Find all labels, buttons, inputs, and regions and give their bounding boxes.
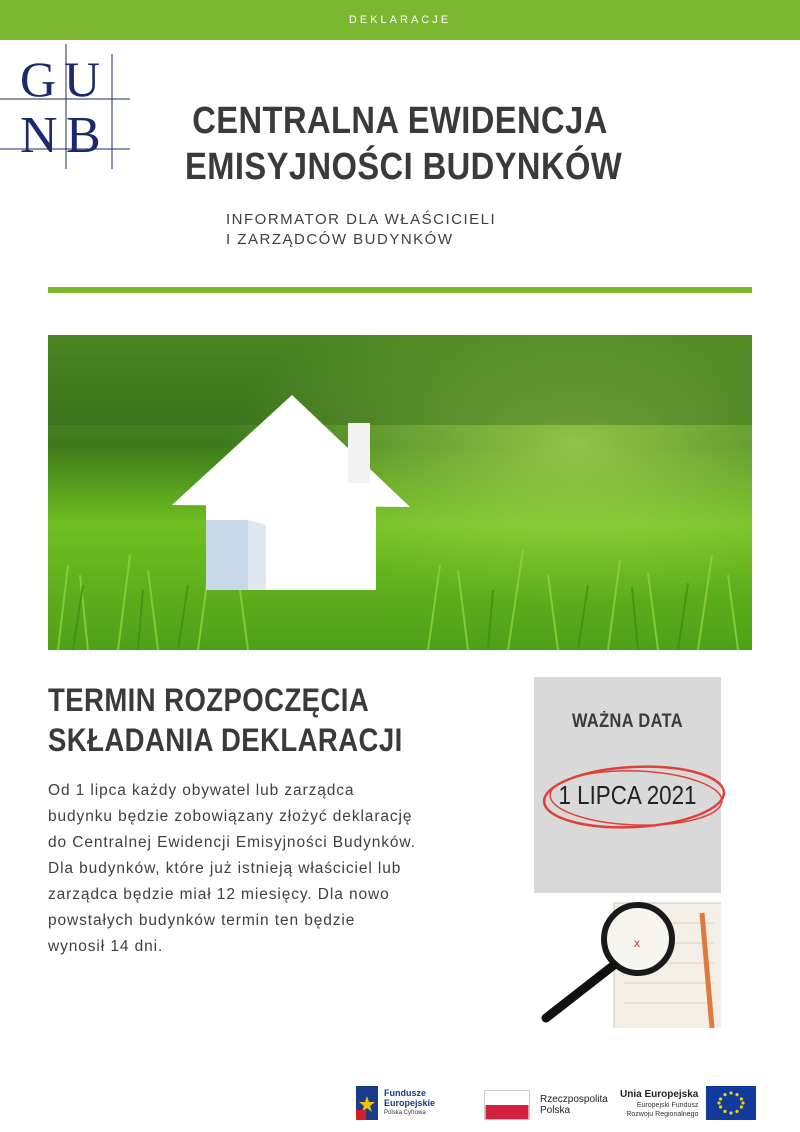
- body-line: Od 1 lipca każdy obywatel lub zarządca: [48, 782, 355, 799]
- page-title: [185, 98, 623, 190]
- fe-line-3: Polska Cyfrowa: [384, 1110, 426, 1116]
- important-date-value: 1 LIPCA 2021: [558, 780, 697, 810]
- polish-flag-icon: [484, 1090, 530, 1120]
- svg-text:x: x: [634, 936, 640, 950]
- eu-flag-icon: [706, 1086, 756, 1120]
- body-line: do Centralnej Ewidencji Emisyjności Budynków.: [48, 834, 416, 851]
- fe-line-1: Fundusze: [384, 1088, 426, 1098]
- svg-text:G: G: [20, 51, 57, 107]
- important-date-label: WAŻNA DATA: [571, 711, 684, 732]
- important-date-box: [534, 677, 721, 894]
- top-banner: [0, 0, 800, 40]
- svg-text:U: U: [64, 51, 101, 107]
- body-line: Dla budynków, które już istnieją właściciel lub: [48, 860, 402, 877]
- gunb-logo: [0, 44, 140, 169]
- eu-line-2: Europejski Fundusz: [636, 1101, 699, 1109]
- rp-line-2: Polska: [540, 1105, 571, 1116]
- subtitle-line-2: I ZARZĄDCÓW BUDYNKÓW: [226, 231, 454, 248]
- banner-label: DEKLARACJE: [348, 14, 452, 26]
- magnifier-photo: [534, 893, 721, 1028]
- body-line: budynku będzie zobowiązany złożyć deklarację: [48, 808, 413, 825]
- body-line: zarządca będzie miał 12 miesięcy. Dla nowo: [48, 886, 390, 903]
- section-body: [48, 778, 508, 960]
- subtitle: [226, 210, 496, 250]
- subtitle-line-1: INFORMATOR DLA WŁAŚCICIELI: [226, 211, 497, 228]
- body-line: powstałych budynków termin ten będzie: [48, 912, 356, 929]
- unia-europejska-logo: [620, 1086, 756, 1120]
- svg-text:N: N: [20, 107, 58, 164]
- rp-line-1: Rzeczpospolita: [540, 1094, 608, 1105]
- fundusze-europejskie-logo: [356, 1086, 435, 1120]
- svg-text:B: B: [66, 107, 101, 164]
- rzeczpospolita-polska-logo: [484, 1090, 608, 1120]
- eu-line-1: Unia Europejska: [620, 1088, 699, 1100]
- footer-logos: [0, 1080, 800, 1130]
- section-heading-line-2: SKŁADANIA DEKLARACJI: [48, 722, 403, 758]
- fe-line-2: Europejskie: [384, 1098, 436, 1108]
- body-line: wynosił 14 dni.: [48, 938, 164, 955]
- title-line-1: CENTRALNA EWIDENCJA: [192, 100, 608, 142]
- section-heading: [48, 680, 444, 760]
- green-divider: [48, 287, 752, 293]
- title-line-2: EMISYJNOŚCI BUDYNKÓW: [185, 146, 623, 188]
- eu-line-3: Rozwoju Regionalnego: [626, 1110, 699, 1118]
- section-heading-line-1: TERMIN ROZPOCZĘCIA: [48, 682, 370, 718]
- fe-star-icon: [356, 1086, 378, 1120]
- hero-image-house-on-grass: [48, 335, 752, 650]
